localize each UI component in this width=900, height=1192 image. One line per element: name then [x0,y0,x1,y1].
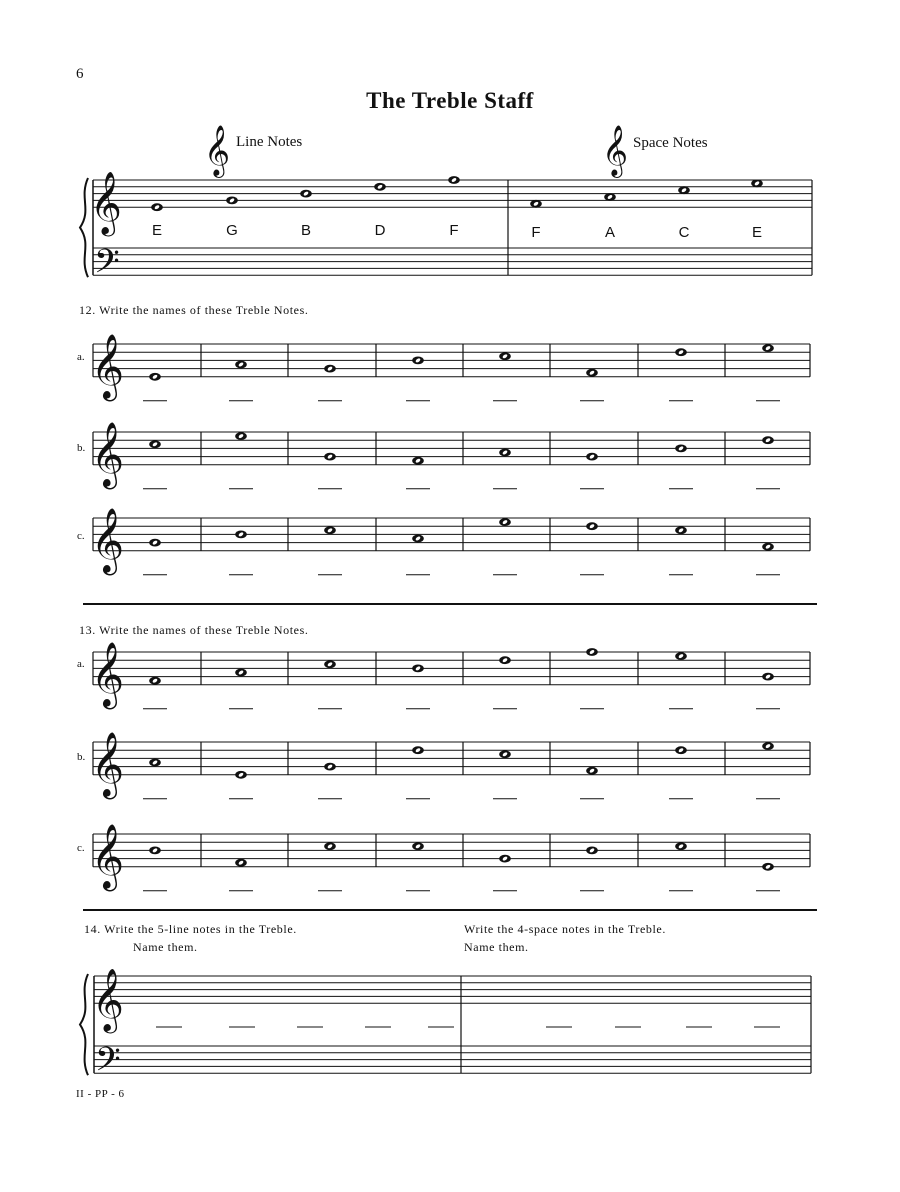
row-label: a. [77,658,85,670]
treble-clef-icon: 𝄞 [91,510,125,572]
whole-note [226,197,238,205]
line-notes-heading: Line Notes [236,134,303,150]
footer-code: II - PP - 6 [76,1088,125,1100]
row-label: a. [77,351,85,363]
whole-note [762,543,774,551]
whole-note [675,348,687,356]
space-notes-heading: Space Notes [633,135,708,151]
whole-note [499,449,511,457]
treble-clef-icon: 𝄞 [91,336,125,398]
treble-clef-icon: 𝄞 [91,644,125,706]
whole-note [412,357,424,365]
row-label: b. [77,442,86,454]
note-name: F [449,222,459,239]
exercise-14-left-instruction: 14. Write the 5-line notes in the Treble. [84,922,297,936]
treble-clef-icon: 𝄞 [91,424,125,486]
whole-note [448,176,460,184]
whole-note [235,531,247,539]
whole-note [751,180,763,188]
whole-note [235,432,247,440]
note-name: G [226,222,238,239]
whole-note [499,855,511,863]
whole-note [149,539,161,547]
whole-note [675,526,687,534]
whole-note [586,847,598,855]
page-title: The Treble Staff [366,88,534,113]
treble-clef-icon: 𝄞 [91,734,125,796]
whole-note [412,842,424,850]
whole-note [235,771,247,779]
whole-note [586,648,598,656]
whole-note [499,352,511,360]
whole-note [678,186,690,194]
exercise-14-left-subinstruction: Name them. [133,940,198,954]
whole-note [762,436,774,444]
whole-note [324,842,336,850]
whole-note [324,660,336,668]
whole-note [499,656,511,664]
treble-clef-icon: 𝄞 [90,173,122,233]
exercise-14-right-instruction: Write the 4-space notes in the Treble. [464,922,666,936]
brace [80,974,88,1075]
whole-note [604,193,616,201]
whole-note [149,440,161,448]
whole-note [149,847,161,855]
whole-note [149,677,161,685]
whole-note [586,369,598,377]
whole-note [675,652,687,660]
whole-note [235,361,247,369]
whole-note [762,673,774,681]
bass-clef-icon: 𝄢 [94,243,120,288]
whole-note [762,742,774,750]
whole-note [412,665,424,673]
whole-note [235,669,247,677]
note-name: B [300,222,312,239]
exercise-12-instruction: 12. Write the names of these Treble Notes. [79,303,309,317]
whole-note [324,453,336,461]
whole-note [762,863,774,871]
whole-note [412,535,424,543]
whole-note [586,522,598,530]
whole-note [586,767,598,775]
whole-note [374,183,386,191]
note-name: E [751,224,763,241]
row-label: c. [77,842,85,854]
whole-note [412,746,424,754]
whole-note [151,203,163,211]
whole-note [324,763,336,771]
whole-note [412,457,424,465]
whole-note [586,453,598,461]
exercise-13-instruction: 13. Write the names of these Treble Notes. [79,623,309,637]
note-name: D [374,222,386,239]
brace [80,178,88,277]
whole-note [149,373,161,381]
whole-note [530,200,542,208]
whole-note [762,344,774,352]
note-name: A [604,224,616,241]
whole-note [324,365,336,373]
row-label: b. [77,751,86,763]
page-number: 6 [76,66,84,82]
note-name: C [678,224,690,241]
note-name: E [151,222,163,239]
treble-clef-icon: 𝄞 [92,970,124,1030]
whole-note [324,526,336,534]
treble-clef-icon: 𝄞 [204,126,231,175]
bass-clef-icon: 𝄢 [95,1041,121,1086]
whole-note [675,445,687,453]
whole-note [675,746,687,754]
whole-note [235,859,247,867]
whole-note [675,842,687,850]
exercise-14-right-subinstruction: Name them. [464,940,529,954]
whole-note [499,518,511,526]
whole-note [499,750,511,758]
note-name: F [531,224,541,241]
treble-clef-icon: 𝄞 [602,126,629,175]
whole-note [300,190,312,198]
treble-clef-icon: 𝄞 [91,826,125,888]
whole-note [149,759,161,767]
row-label: c. [77,530,85,542]
